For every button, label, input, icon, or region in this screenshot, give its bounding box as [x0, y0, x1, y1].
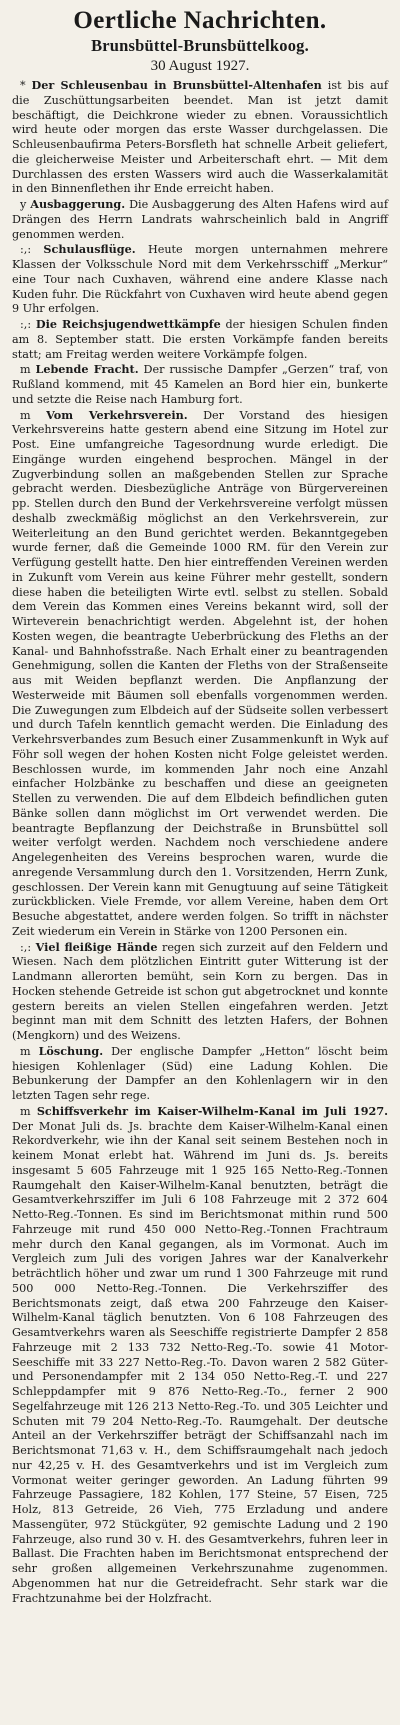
section-title: Oertliche Nachrichten. — [73, 7, 327, 34]
masthead — [12, 6, 388, 76]
item-mark: m — [20, 1104, 31, 1118]
item-text: Der russische Dampfer „Gerzen“ traf, von Rußland kommend, mit 45 Kamelen an Bord hier ein, bunkerte und setzte die Reise nach Hamburg fort. — [12, 363, 389, 406]
item-text: der hiesigen Schulen finden am 8. September statt. Die ersten Vorkämpfe fanden bereits statt; am Freitag werden weitere Vorkämpfe folgen. — [12, 318, 388, 361]
item-headline: Löschung. — [38, 1043, 104, 1058]
section-subtitle: Brunsbüttel-Brunsbüttelkoog. — [91, 36, 309, 55]
item-text: Der englische Dampfer „Hetton“ löscht beim hiesigen Kohlenlager (Süd) eine Ladung Kohlen. Die Bebunkerung der Dampfer an den Kohlenlagern wir in den letzten Tagen sehr rege. — [12, 1044, 389, 1102]
item-mark: :,: — [20, 243, 32, 257]
item-headline: Vom Verkehrsverein. — [46, 407, 188, 422]
issue-date: 30 August 1927. — [150, 58, 250, 74]
item-text: Die Ausbaggerung des Alten Hafens wird auf Drängen des Herrn Landrats wahrscheinlich bald in Angriff genommen werden. — [12, 198, 388, 241]
news-item — [12, 1044, 388, 1104]
item-headline: Schiffsverkehr im Kaiser-Wilhelm-Kanal im Juli 1927. — [36, 1103, 388, 1118]
news-item — [12, 408, 388, 940]
item-text: regen sich zurzeit auf den Feldern und Wiesen. Nach dem plötzlichen Eintritt guter Witterung ist der Landmann allerorten bemüht, sein Korn zu bergen. Das in Hocken stehende Getreide ist schon gut abgetrocknet und konnte gestern bereits an vielen Stellen eingefahren werden. Jetzt beginnt man mit dem Schnitt des letzten Hafers, der Bohnen (Mengkorn) und des Weizens. — [12, 940, 388, 1042]
item-headline: Schulausflüge. — [43, 242, 136, 257]
item-text: ist bis auf die Zuschüttungsarbeiten beendet. Man ist jetzt damit beschäftigt, die Deichkrone wieder zu ebnen. Voraussichtlich wird heute oder morgen das erste Wasser durchgelassen. Die Schleusenbaufirma Peters-Borsfleth hat schnelle Arbeit geliefert, die gleicherweise Meister und Arbeiterschaft ehrt. — Mit dem Durchlassen des ersten Wassers wird auch die Wasserkalamität in den Binnenflethen ihr Ende erreicht haben. — [12, 79, 388, 196]
news-item — [12, 197, 388, 242]
item-mark: * — [20, 79, 26, 92]
news-item — [12, 940, 388, 1044]
item-mark: :,: — [20, 318, 32, 331]
item-text: Der Monat Juli ds. Js. brachte dem Kaiser-Wilhelm-Kanal einen Rekordverkehr, wie ihn der Kanal seit seinem Bestehen noch in keinem Monat erlebt hat. Während im Juni ds. Js. bereits insgesamt 5 605 Fahrzeuge mit 1 925 165 Netto-Reg.-Tonnen Raumgehalt den Kaiser-Wilhelm-Kanal benutzten, beträgt die Gesamtverkehrsziffer im Juli 6 108 Fahrzeuge mit 2 372 604 Netto-Reg.-Tonnen. Es sind im Berichtsmonat mithin rund 500 Fahrzeuge mit rund 450 000 Netto-Reg.-Tonnen Frachtraum mehr durch den Kanal gegangen, als im Vormonat. Auch im Vergleich zum Juli des vorigen Jahres war der Kanalverkehr beträchtlich höher und zwar um rund 1 300 Fahrzeuge mit rund 500 000 Netto-Reg.-Tonnen. Die Verkehrsziffer des Berichtsmonats zeigt, daß etwa 200 Fahrzeuge den Kaiser-Wilhelm-Kanal täglich benutzten. Von 6 108 Fahrzeugen des Gesamtverkehrs waren als Seeschiffe registrierte Dampfer 2 858 Fahrzeuge mit 2 133 732 Netto-Reg.-To. sowie 41 Motor-Seeschiffe mit 33 227 Netto-Reg.-To. Davon waren 2 582 Güter- und Personendampfer mit 2 134 050 Netto-Reg.-T. und 227 Schleppdampfer mit 9 876 Netto-Reg.-To., ferner 2 900 Segelfahrzeuge mit 126 213 Netto-Reg.-To. und 305 Leichter und Schuten mit 79 204 Netto-Reg.-To. Raumgehalt. Der deutsche Anteil an der Verkehrsziffer beträgt der Schiffsanzahl nach im Berichtsmonat 71,63 v. H., dem Schiffsraumgehalt nach jedoch nur 42,25 v. H. des Gesamtverkehrs und ist im Vergleich zum Vormonat weiter geringer geworden. An Ladung führten 99 Fahrzeuge Passagiere, 182 Kohlen, 177 Steine, 57 Eisen, 725 Holz, 813 Getreide, 26 Vieh, 775 Erzladung und andere Massengüter, 972 Stückgüter, 92 gemischte Ladung und 2 190 Fahrzeuge, also rund 30 v. H. des Gesamtverkehrs, fuhren leer in Ballast. Die Frachten haben im Berichtsmonat entsprechend der sehr großen allgemeinen Verkehrszunahme zugenommen. Abgenommen hat nur die Getreidefracht. Sehr stark war die Frachtzunahme bei der Holzfracht. — [12, 1119, 388, 1605]
news-item — [12, 242, 388, 317]
item-headline: Die Reichsjugendwettkämpfe — [35, 317, 221, 331]
item-mark: :,: — [20, 940, 32, 954]
news-item — [12, 1104, 388, 1607]
item-mark: y — [20, 198, 27, 211]
item-text: Der Vorstand des hiesigen Verkehrsvereins hatte gestern abend eine Sitzung im Hotel zur Post. Eine umfangreiche Tagesordnung wurde erledigt. Die Eingänge wurden eingehend besprochen. Mängel in der Zugverbindung sollen an maßgebenden Stellen zur Sprache gebracht werden. Diesbezügliche Anträge von Bürgervereinen pp. Stellen durch den Bund der Verkehrsvereine verfolgt müssen deshalb zweckmäßig möglichst an den Verkehrsverein, zur Weiterleitung an den Bund gerichtet werden. Bekanntgegeben wurde ferner, daß die Gemeinde 1000 RM. für den Verein zur Verfügung gestellt hatte. Den hier eintreffenden Vereinen werden in Zukunft vom Verein aus keine Führer mehr gestellt, sondern diese haben die beteiligten Wirte evtl. selbst zu stellen. Sobald dem Verein das Kommen eines Vereins bekannt wird, soll der Wirteverein benachrichtigt werden. Abgelehnt ist, der hohen Kosten wegen, die beantragte Ueberbrückung des Fleths an der Kanal- und Bahnhofsstraße. Nach Erhalt einer zu beantragenden Genehmigung, sollen die Kanten der Fleths von der Straßenseite aus mit Weiden bepflanzt werden. Die Anpflanzung der Westerweide mit Bäumen soll ebenfalls vorgenommen werden. Die Zuwegungen zum Elbdeich auf der Südseite sollen verbessert und durch Tafeln kenntlich gemacht werden. Die Einladung des Verkehrsverbandes zum Besuch einer Zusammenkunft in Wyk auf Föhr soll wegen der hohen Kosten nicht Folge geleistet werden. Beschlossen wurde, im kommenden Jahr noch eine Anzahl einfacher Holzbänke zu beschaffen und diese an geeigneten Stellen zu verwenden. Die auf dem Elbdeich befindlichen guten Bänke sollen dann möglichst im Ort verwendet werden. Die beantragte Bepflanzung der Deichstraße in Brunsbüttel soll weiter verfolgt werden. Nachdem noch verschiedene andere Angelegenheiten des Vereins besprochen waren, wurde die anregende Versammlung durch den 1. Vorsitzenden, Herrn Zunk, geschlossen. Der Verein kann mit Genugtuung auf seine Tätigkeit zurückblicken. Viele Fremde, vor allem Vereine, haben dem Ort Besuche abgestattet, andere werden folgen. So trifft in nächster Zeit wiederum ein Verein in Stärke von 1200 Personen ein. — [12, 408, 389, 938]
item-mark: m — [20, 1044, 31, 1058]
item-headline: Lebende Fracht. — [35, 362, 139, 377]
item-mark: m — [20, 363, 31, 377]
item-text: Heute morgen unternahmen mehrere Klassen der Volksschule Nord mit dem Verkehrsschiff „Merkur“ eine Tour nach Cuxhaven, während eine andere Klasse nach Kuden fuhr. Die Rückfahrt von Cuxhaven wird heute abend gegen 9 Uhr erfolgen. — [12, 243, 388, 316]
item-headline: Viel fleißige Hände — [35, 939, 158, 954]
news-item — [12, 362, 388, 407]
news-item — [12, 78, 388, 197]
item-headline: Ausbaggerung. — [30, 197, 126, 211]
item-headline: Der Schleusenbau in Brunsbüttel-Altenhafen — [31, 78, 322, 92]
item-mark: m — [20, 408, 31, 422]
news-item — [12, 317, 388, 362]
